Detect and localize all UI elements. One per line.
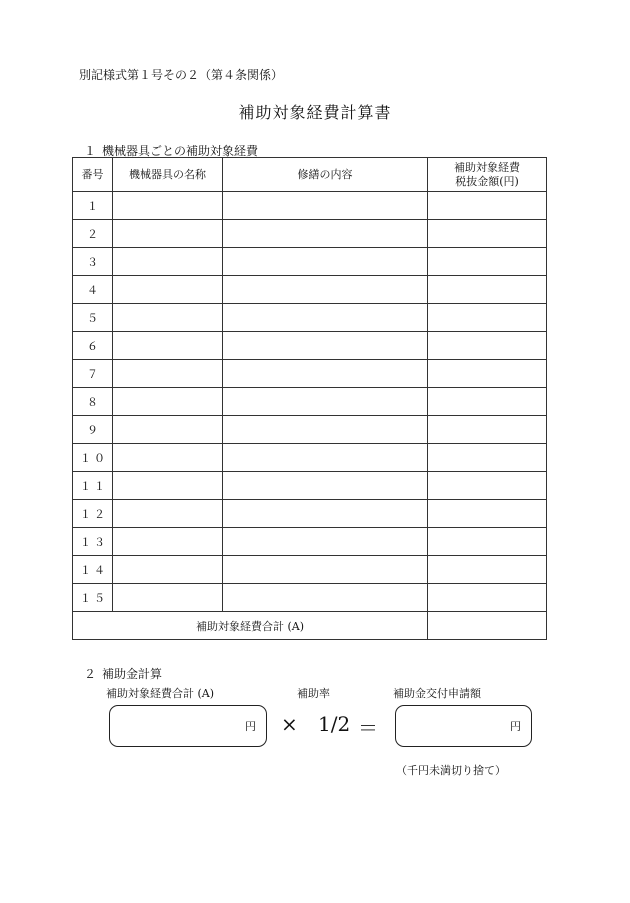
amount-cell[interactable]: [428, 192, 547, 220]
repair-content-cell[interactable]: [223, 416, 428, 444]
row-number: ２: [73, 220, 113, 248]
expense-table: [72, 157, 547, 640]
repair-content-cell[interactable]: [223, 304, 428, 332]
repair-content-cell[interactable]: [223, 192, 428, 220]
repair-content-cell[interactable]: [223, 248, 428, 276]
equipment-name-cell[interactable]: [113, 416, 223, 444]
equipment-name-cell[interactable]: [113, 220, 223, 248]
total-label: 補助対象経費合計 (A): [73, 612, 428, 640]
row-number: １１: [73, 472, 113, 500]
form-label: 別記様式第１号その２（第４条関係）: [79, 68, 284, 82]
equipment-name-cell[interactable]: [113, 472, 223, 500]
section2-heading: [84, 665, 162, 682]
equipment-name-cell[interactable]: [113, 332, 223, 360]
amount-cell[interactable]: [428, 416, 547, 444]
row-number: ７: [73, 360, 113, 388]
table-header-row: [73, 158, 547, 192]
calc-label-request: 補助金交付申請額: [393, 687, 481, 700]
repair-content-cell[interactable]: [223, 528, 428, 556]
equipment-name-cell[interactable]: [113, 444, 223, 472]
amount-cell[interactable]: [428, 444, 547, 472]
section2-number: ２: [84, 667, 97, 681]
repair-content-cell[interactable]: [223, 472, 428, 500]
equipment-name-cell[interactable]: [113, 276, 223, 304]
table-row: [73, 248, 547, 276]
amount-cell[interactable]: [428, 276, 547, 304]
col-header-name: 機械器具の名称: [113, 158, 223, 192]
calc-label-rate: 補助率: [297, 687, 330, 700]
equals-sign: ＝: [358, 716, 378, 740]
row-number: １４: [73, 556, 113, 584]
total-amount-box[interactable]: [109, 705, 267, 747]
row-number: ９: [73, 416, 113, 444]
row-number: １２: [73, 500, 113, 528]
col-header-amount-line2: 税抜金額(円): [455, 174, 519, 188]
equipment-name-cell[interactable]: [113, 304, 223, 332]
section1-title: 機械器具ごとの補助対象経費: [102, 144, 259, 158]
repair-content-cell[interactable]: [223, 556, 428, 584]
section2-title: 補助金計算: [102, 667, 163, 681]
amount-cell[interactable]: [428, 500, 547, 528]
rounding-note: （千円未満切り捨て）: [396, 764, 506, 777]
amount-cell[interactable]: [428, 556, 547, 584]
table-row: [73, 360, 547, 388]
repair-content-cell[interactable]: [223, 332, 428, 360]
repair-content-cell[interactable]: [223, 360, 428, 388]
table-row: [73, 528, 547, 556]
col-header-no: 番号: [73, 158, 113, 192]
repair-content-cell[interactable]: [223, 584, 428, 612]
table-row: [73, 584, 547, 612]
total-row: [73, 612, 547, 640]
row-number: １０: [73, 444, 113, 472]
amount-cell[interactable]: [428, 472, 547, 500]
repair-content-cell[interactable]: [223, 388, 428, 416]
table-row: [73, 192, 547, 220]
repair-content-cell[interactable]: [223, 500, 428, 528]
table-row: [73, 304, 547, 332]
amount-cell[interactable]: [428, 220, 547, 248]
row-number: １５: [73, 584, 113, 612]
table-row: [73, 276, 547, 304]
table-row: [73, 388, 547, 416]
equipment-name-cell[interactable]: [113, 528, 223, 556]
yen-unit-request: 円: [510, 720, 521, 733]
amount-cell[interactable]: [428, 388, 547, 416]
table-row: [73, 444, 547, 472]
row-number: ３: [73, 248, 113, 276]
amount-cell[interactable]: [428, 360, 547, 388]
subsidy-rate: 1/2: [318, 712, 351, 736]
amount-cell[interactable]: [428, 528, 547, 556]
equipment-name-cell[interactable]: [113, 248, 223, 276]
row-number: １: [73, 192, 113, 220]
col-header-amount: [428, 158, 547, 192]
repair-content-cell[interactable]: [223, 220, 428, 248]
table-row: [73, 332, 547, 360]
repair-content-cell[interactable]: [223, 444, 428, 472]
equipment-name-cell[interactable]: [113, 556, 223, 584]
document-title: 補助対象経費計算書: [238, 103, 392, 122]
section1-number: １: [84, 144, 97, 158]
repair-content-cell[interactable]: [223, 276, 428, 304]
amount-cell[interactable]: [428, 248, 547, 276]
table-row: [73, 472, 547, 500]
row-number: １３: [73, 528, 113, 556]
amount-cell[interactable]: [428, 304, 547, 332]
table-row: [73, 416, 547, 444]
total-amount-cell[interactable]: [428, 612, 547, 640]
equipment-name-cell[interactable]: [113, 500, 223, 528]
row-number: ５: [73, 304, 113, 332]
col-header-amount-line1: 補助対象経費: [454, 160, 520, 174]
equipment-name-cell[interactable]: [113, 192, 223, 220]
row-number: ４: [73, 276, 113, 304]
yen-unit-total: 円: [245, 720, 256, 733]
equipment-name-cell[interactable]: [113, 584, 223, 612]
col-header-content: 修繕の内容: [223, 158, 428, 192]
multiply-sign: ×: [281, 712, 298, 736]
row-number: ６: [73, 332, 113, 360]
table-row: [73, 500, 547, 528]
equipment-name-cell[interactable]: [113, 360, 223, 388]
equipment-name-cell[interactable]: [113, 388, 223, 416]
request-amount-box[interactable]: [395, 705, 532, 747]
amount-cell[interactable]: [428, 584, 547, 612]
table-row: [73, 556, 547, 584]
row-number: ８: [73, 388, 113, 416]
amount-cell[interactable]: [428, 332, 547, 360]
calc-label-total: 補助対象経費合計 (A): [106, 687, 215, 700]
table-row: [73, 220, 547, 248]
